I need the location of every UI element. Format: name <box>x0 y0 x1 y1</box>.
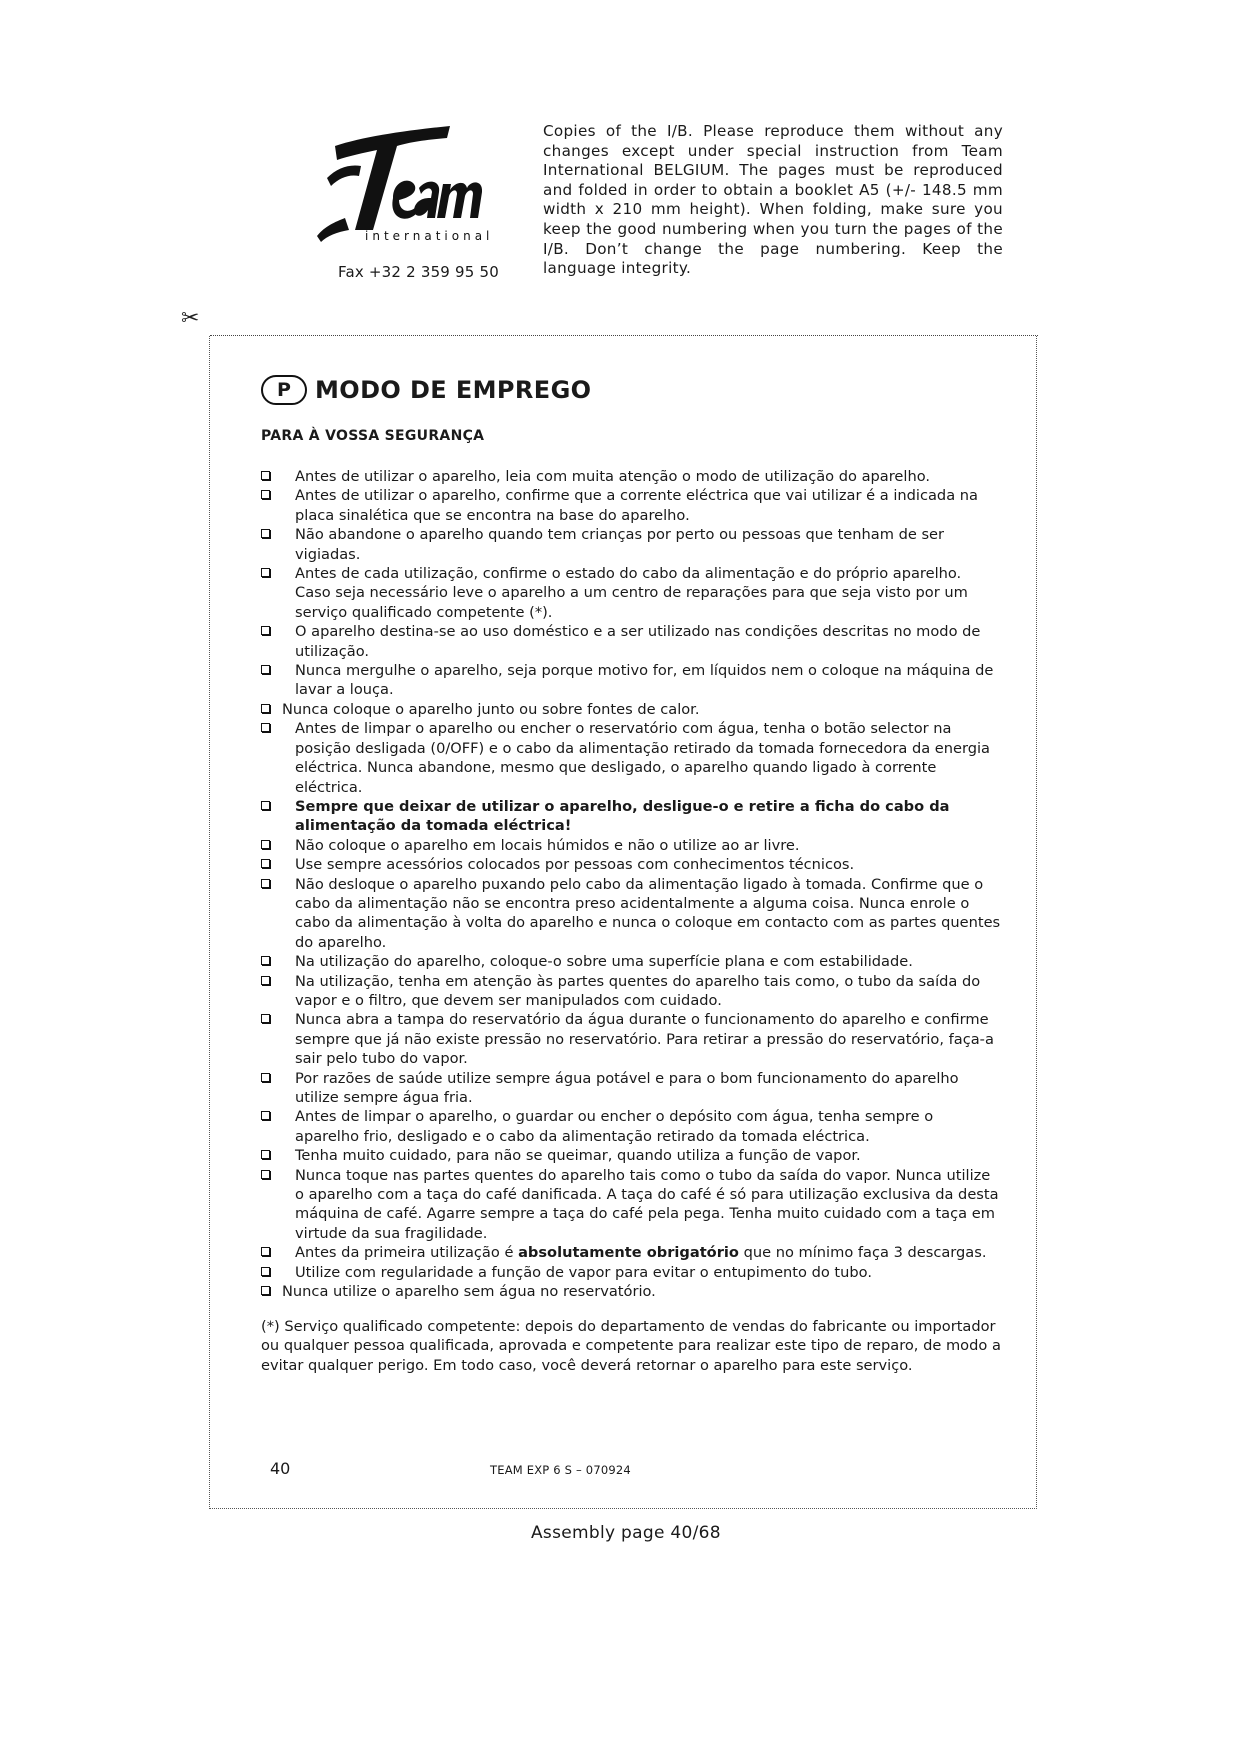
checkbox-bullet-icon <box>261 1150 270 1159</box>
fax-number: Fax +32 2 359 95 50 <box>338 263 499 281</box>
checkbox-bullet-icon <box>261 1073 270 1082</box>
list-item: Nunca utilize o aparelho sem água no reservatório. <box>261 1282 1001 1301</box>
team-logo <box>315 118 495 258</box>
list-item: Antes da primeira utilização é absolutamente obrigatório que no mínimo faça 3 descargas. <box>261 1243 1001 1262</box>
checkbox-bullet-icon <box>261 840 270 849</box>
list-item: O aparelho destina-se ao uso doméstico e a ser utilizado nas condições descritas no modo de utilização. <box>261 622 1001 661</box>
model-code: TEAM EXP 6 S – 070924 <box>490 1463 631 1477</box>
list-item: Por razões de saúde utilize sempre água potável e para o bom funcionamento do aparelho utilize sempre água fria. <box>261 1069 1001 1108</box>
checkbox-bullet-icon <box>261 529 270 538</box>
checkbox-bullet-icon <box>261 1286 270 1295</box>
list-item: Não abandone o aparelho quando tem crianças por perto ou pessoas que tenham de ser vigiadas. <box>261 525 1001 564</box>
list-item: Antes de utilizar o aparelho, leia com muita atenção o modo de utilização do aparelho. <box>261 467 1001 486</box>
safety-list <box>261 467 1001 1301</box>
language-badge: P <box>261 375 307 405</box>
section-heading <box>261 375 591 405</box>
list-item: Na utilização, tenha em atenção às partes quentes do aparelho tais como, o tubo da saída do vapor e o filtro, que devem ser manipulados com cuidado. <box>261 972 1001 1011</box>
safety-subheading: PARA À VOSSA SEGURANÇA <box>261 428 485 444</box>
list-item: Nunca coloque o aparelho junto ou sobre fontes de calor. <box>261 700 1001 719</box>
checkbox-bullet-icon <box>261 1014 270 1023</box>
checkbox-bullet-icon <box>261 859 270 868</box>
list-item: Não coloque o aparelho em locais húmidos e não o utilize ao ar livre. <box>261 836 1001 855</box>
page-title: MODO DE EMPREGO <box>315 376 592 404</box>
list-item: Sempre que deixar de utilizar o aparelho, desligue-o e retire a ficha do cabo da alimentação da tomada eléctrica! <box>261 797 1001 836</box>
checkbox-bullet-icon <box>261 626 270 635</box>
checkbox-bullet-icon <box>261 879 270 888</box>
list-item: Antes de limpar o aparelho ou encher o reservatório com água, tenha o botão selector na posição desligada (0/OFF) e o cabo da alimentação retirado da tomada fornecedora da energia eléctrica. Nunca abandone, mesmo que desligado, o aparelho quando ligado à corrente eléctrica. <box>261 719 1001 797</box>
list-item: Nunca toque nas partes quentes do aparelho tais como o tubo da saída do vapor. Nunca utilize o aparelho com a taça do café danificada. A taça do café é só para utilização exclusiva da desta máquina de café. Agarre sempre a taça do café pela pega. Tenha muito cuidado com a taça em virtude da sua fragilidade. <box>261 1166 1001 1244</box>
list-item: Na utilização do aparelho, coloque-o sobre uma superfície plana e com estabilidade. <box>261 952 1001 971</box>
list-item: Use sempre acessórios colocados por pessoas com conhecimentos técnicos. <box>261 855 1001 874</box>
checkbox-bullet-icon <box>261 801 270 810</box>
checkbox-bullet-icon <box>261 1111 270 1120</box>
logo-subtext: international <box>365 229 494 243</box>
checkbox-bullet-icon <box>261 490 270 499</box>
list-item: Utilize com regularidade a função de vapor para evitar o entupimento do tubo. <box>261 1263 1001 1282</box>
list-item: Antes de cada utilização, confirme o estado do cabo da alimentação e do próprio aparelho. Caso seja necessário leve o aparelho a um centro de reparações para que seja visto por um serviço qualificado competente (*). <box>261 564 1001 622</box>
checkbox-bullet-icon <box>261 568 270 577</box>
assembly-page: Assembly page 40/68 <box>531 1523 721 1543</box>
checkbox-bullet-icon <box>261 1247 270 1256</box>
checkbox-bullet-icon <box>261 1170 270 1179</box>
scissors-icon: ✂ <box>181 306 200 331</box>
list-item: Tenha muito cuidado, para não se queimar, quando utiliza a função de vapor. <box>261 1146 1001 1165</box>
list-item: Antes de limpar o aparelho, o guardar ou encher o depósito com água, tenha sempre o aparelho frio, desligado e o cabo da alimentação retirado da tomada eléctrica. <box>261 1107 1001 1146</box>
checkbox-bullet-icon <box>261 956 270 965</box>
checkbox-bullet-icon <box>261 665 270 674</box>
checkbox-bullet-icon <box>261 723 270 732</box>
checkbox-bullet-icon <box>261 471 270 480</box>
checkbox-bullet-icon <box>261 976 270 985</box>
footnote: (*) Serviço qualificado competente: depois do departamento de vendas do fabricante ou importador ou qualquer pessoa qualificada, aprovada e competente para realizar este tipo de reparo, de modo a evitar qualquer perigo. Em todo caso, você deverá retornar o aparelho para este serviço. <box>261 1318 1001 1374</box>
list-item: Nunca mergulhe o aparelho, seja porque motivo for, em líquidos nem o coloque na máquina de lavar a louça. <box>261 661 1001 700</box>
list-item: Nunca abra a tampa do reservatório da água durante o funcionamento do aparelho e confirme sempre que já não existe pressão no reservatório. Para retirar a pressão do reservatório, faça-a sair pelo tubo do vapor. <box>261 1010 1001 1068</box>
checkbox-bullet-icon <box>261 1267 270 1276</box>
list-item: Não desloque o aparelho puxando pelo cabo da alimentação ligado à tomada. Confirme que o cabo da alimentação não se encontra preso acidentalmente a alguma coisa. Nunca enrole o cabo da alimentação à volta do aparelho e nunca o coloque em contacto com as partes quentes do aparelho. <box>261 875 1001 953</box>
page-number: 40 <box>270 1459 291 1478</box>
printing-instructions: Copies of the I/B. Please reproduce them without any changes except under special instruction from Team International BELGIUM. The pages must be reproduced and folded in order to obtain a booklet A5 (+/- 148.5 mm width x 210 mm height). When folding, make sure you keep the good numbering when you turn the pages of the I/B. Don’t change the page numbering. Keep the language integrity. <box>543 122 1003 278</box>
list-item: Antes de utilizar o aparelho, confirme que a corrente eléctrica que vai utilizar é a indicada na placa sinalética que se encontra na base do aparelho. <box>261 486 1001 525</box>
checkbox-bullet-icon <box>261 704 270 713</box>
